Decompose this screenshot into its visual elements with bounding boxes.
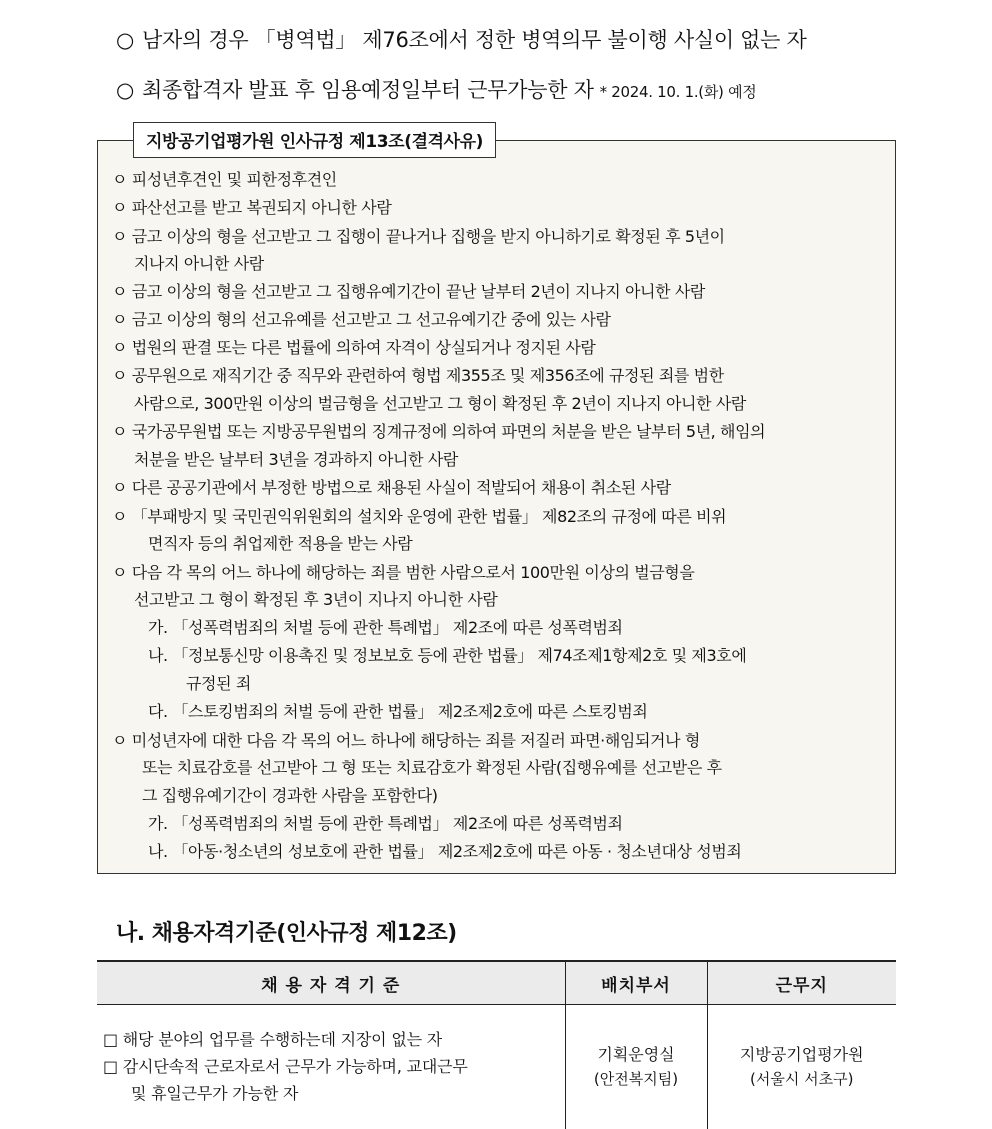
box-line: 가. 「성폭력범죄의 처벌 등에 관한 특례법」 제2조에 따른 성폭력범죄 [148,814,623,833]
start-date-note: * 2024. 10. 1.(화) 예정 [599,83,757,101]
box-line: ㅇ 국가공무원법 또는 지방공무원법의 징계규정에 의하여 파면의 처분을 받은 날부터 5년, 해임의 [112,422,766,441]
criteria-line: □ 해당 분야의 업무를 수행하는데 지장이 없는 자 [103,1030,442,1050]
criteria-cell [97,1005,565,1129]
box-line: 처분을 받은 날부터 3년을 경과하지 아니한 사람 [134,450,458,469]
table-row [97,1005,896,1129]
box-line: ㅇ 미성년자에 대한 다음 각 목의 어느 하나에 해당하는 죄를 저질러 파면·해임되거나 형 [112,731,700,750]
table-header-row [97,961,896,1005]
box-line: 규정된 죄 [186,674,251,693]
header-department: 배치부서 [565,961,707,1005]
eligibility-text: 최종합격자 발표 후 임용예정일부터 근무가능한 자 [142,78,594,102]
criteria-line: 및 휴일근무가 가능한 자 [131,1084,299,1104]
box-line: 나. 「정보통신망 이용촉진 및 정보보호 등에 관한 법률」 제74조제1항제2호 및 제3호에 [148,646,747,665]
eligibility-item-start-date [116,74,756,104]
header-location: 근무지 [707,961,896,1005]
box-line: 선고받고 그 형이 확정된 후 3년이 지나지 아니한 사람 [134,590,498,609]
box-line: ㅇ 다른 공공기관에서 부정한 방법으로 채용된 사실이 적발되어 채용이 취소된 사람 [112,478,671,497]
box-line: ㅇ 금고 이상의 형을 선고받고 그 집행유예기간이 끝난 날부터 2년이 지나지 아니한 사람 [112,282,705,301]
box-line: 가. 「성폭력범죄의 처벌 등에 관한 특례법」 제2조에 따른 성폭력범죄 [148,618,623,637]
box-line: ㅇ 파산선고를 받고 복권되지 아니한 사람 [112,198,392,217]
box-line: 면직자 등의 취업제한 적용을 받는 사람 [148,534,413,553]
department-name: 기획운영실 [597,1044,675,1064]
box-line: ㅇ 법원의 판결 또는 다른 법률에 의하여 자격이 상실되거나 정지된 사람 [112,338,596,357]
box-line: ㅇ 「부패방지 및 국민권익위원회의 설치와 운영에 관한 법률」 제82조의 규정에 따른 비위 [112,507,727,526]
box-line: 또는 치료감호를 선고받아 그 형 또는 치료감호가 확정된 사람(집행유예를 선고받은 후 [142,758,722,777]
location-name: 지방공기업평가원 [739,1044,864,1064]
box-line: 사람으로, 300만원 이상의 벌금형을 선고받고 그 형이 확정된 후 2년이 지나지 아니한 사람 [134,394,746,413]
location-address: (서울시 서초구) [750,1069,854,1088]
box-line: 지나지 아니한 사람 [134,254,264,273]
box-line: ㅇ 금고 이상의 형을 선고받고 그 집행이 끝나거나 집행을 받지 아니하기로 확정된 후 5년이 [112,227,725,246]
department-team: (안전복지팀) [593,1069,679,1088]
circle-bullet-icon: ○ [116,78,135,102]
header-criteria: 채 용 자 격 기 준 [97,961,565,1005]
box-line: 나. 「아동·청소년의 성보호에 관한 법률」 제2조제2호에 따른 아동 · 청소년대상 성범죄 [148,842,742,861]
box-line: ㅇ 피성년후견인 및 피한정후견인 [112,170,337,189]
eligibility-text: 남자의 경우 「병역법」 제76조에서 정한 병역의무 불이행 사실이 없는 자 [142,28,807,52]
box-line: ㅇ 금고 이상의 형의 선고유예를 선고받고 그 선고유예기간 중에 있는 사람 [112,310,611,329]
criteria-line: □ 감시단속적 근로자로서 근무가 가능하며, 교대근무 [103,1057,468,1077]
box-line: 다. 「스토킹범죄의 처벌 등에 관한 법률」 제2조제2호에 따른 스토킹범죄 [148,702,648,721]
eligibility-item-military [116,24,807,54]
requirements-table [97,960,896,1129]
box-line: ㅇ 다음 각 목의 어느 하나에 해당하는 죄를 범한 사람으로서 100만원 이상의 벌금형을 [112,563,695,582]
box-line: ㅇ 공무원으로 재직기간 중 직무와 관련하여 형법 제355조 및 제356조에 규정된 죄를 범한 [112,366,724,385]
section-title: 나. 채용자격기준(인사규정 제12조) [116,921,457,946]
box-line: 그 집행유예기간이 경과한 사람을 포함한다) [142,786,438,805]
disqualification-box-title: 지방공기업평가원 인사규정 제13조(결격사유) [133,122,496,158]
circle-bullet-icon: ○ [116,28,135,52]
department-cell [565,1005,707,1129]
location-cell [707,1005,896,1129]
